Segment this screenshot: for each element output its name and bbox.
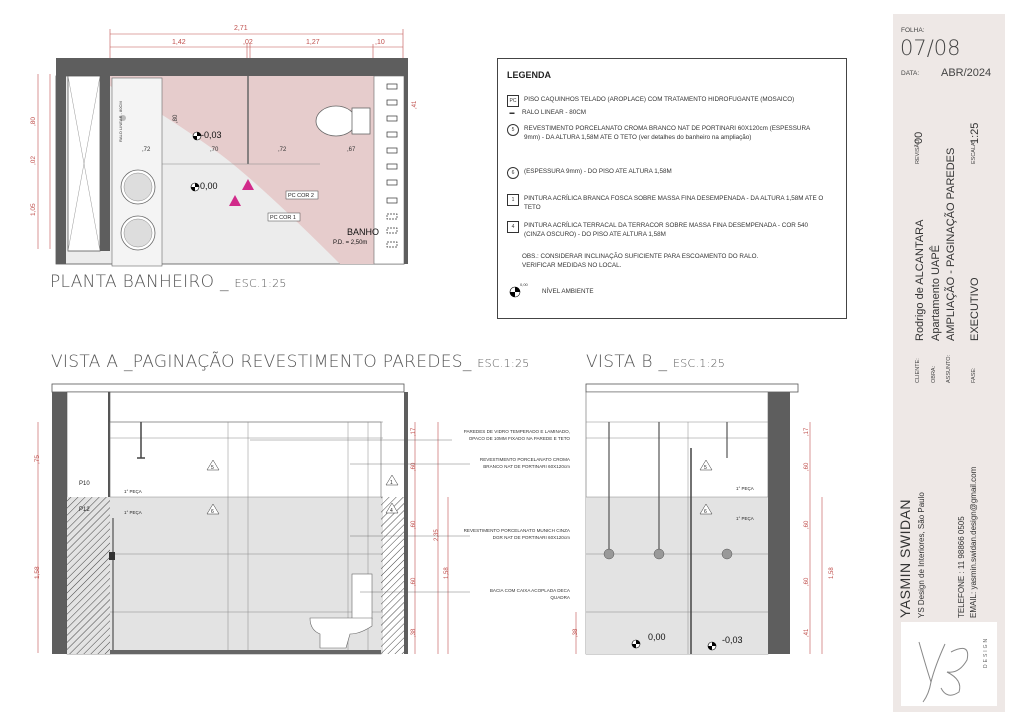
vista-a-dim-right-3: ,60 <box>411 520 417 529</box>
plan-dim-total: 2,71 <box>234 25 248 32</box>
legend-level-value: 0,00 <box>520 282 528 287</box>
plan-inner-dim-5: ,80 <box>173 114 179 123</box>
vista-a-note-munich: REVESTIMENTO PORCELANATO MUNICH CINZA DGR NAT DE PORTINARI 60X120cm <box>463 528 570 540</box>
legend-text: (ESPESSURA 9mm) - DO PISO ATE ALTURA 1,58M <box>524 168 672 175</box>
level-marker-icon <box>632 640 640 648</box>
data-label: DATA: <box>901 70 920 77</box>
legend-title: LEGENDA <box>507 70 552 80</box>
assunto-value: AMPLIAÇÃO - PAGINAÇÃO PAREDES <box>945 147 957 341</box>
legend-symbol: 6 <box>507 167 519 179</box>
plan-pc-cor-1: PC COR 1 <box>270 215 296 221</box>
legend-obs: OBS.: CONSIDERAR INCLINAÇÃO SUFICIENTE PARA ESCOAMENTO DO RALO. VERIFICAR MEDIDAS NO LOCAL. <box>522 253 759 269</box>
vista-a-title <box>51 352 530 372</box>
vista-a-dim-left-1: ,75 <box>34 454 41 464</box>
legend-symbol: ▬ <box>509 110 515 116</box>
plan-dim-4: ,10 <box>375 39 385 46</box>
legend-text: REVESTIMENTO PORCELANATO CROMA BRANCO NAT DE PORTINARI 60X120cm (ESPESSURA 9mm) - DA ALTURA 1,58M ATE O TETO (ver detalhes do banheiro na ampliação) <box>524 125 810 141</box>
escala-value: 1:25 <box>969 122 981 144</box>
vista-b-level-2: -0,03 <box>722 635 743 645</box>
revisao-label: REVISÃO: <box>915 138 921 164</box>
plan-room-name: BANHO <box>347 227 380 237</box>
plan-inner-dim-2: ,70 <box>210 147 219 153</box>
vista-a-scale: ESC.1:25 <box>477 357 530 370</box>
plan-title-text: PLANTA BANHEIRO _ <box>50 272 229 292</box>
obra-value: Apartamento UAPÊ <box>930 245 942 341</box>
plan-room-pd: P.D. = 2,50m <box>333 240 368 246</box>
plan-title <box>50 272 287 292</box>
escala-label: ESCALA: <box>971 140 977 164</box>
logo <box>901 622 997 706</box>
vista-a-dim-right-2: ,60 <box>411 462 417 471</box>
vista-b-dim-right-2: ,60 <box>804 462 810 471</box>
plan-scale: ESC.1:25 <box>234 277 287 290</box>
vista-a-dim-right-4: ,60 <box>411 577 417 586</box>
vista-a-dim-right-1: ,17 <box>411 427 417 436</box>
level-marker-icon <box>191 183 199 191</box>
plan-pc-cor-2: PC COR 2 <box>288 193 314 199</box>
legend-item <box>507 167 838 179</box>
legend-symbol: 1 <box>507 194 519 206</box>
plan-dim-1: 1,42 <box>172 39 186 46</box>
vista-a-tag-p12: P12 <box>79 507 90 513</box>
fase-value: EXECUTIVO <box>969 277 981 341</box>
title-block <box>893 14 1005 712</box>
level-marker-icon <box>708 642 716 650</box>
vista-b-elevation <box>560 378 860 678</box>
bathroom-plan-drawing <box>20 14 430 274</box>
vista-a-note-glass: PAREDES DE VIDRO TEMPERADO E LAMINADO, OPACO DE 10MM FIXADO NA PAREDE E TETO <box>463 429 570 441</box>
level-marker-icon <box>193 132 201 140</box>
legend-symbol: PC <box>507 95 519 107</box>
vista-b-tag-6: 6 <box>704 509 707 515</box>
vista-b-dim-right-4: ,60 <box>804 577 810 586</box>
cliente-label: CLIENTE: <box>915 358 921 383</box>
vista-a-tag-6: 6 <box>211 509 214 515</box>
assunto-label: ASSUNTO: <box>946 354 952 383</box>
vista-a-note-croma: REVESTIMENTO PORCELANATO CROMA BRANCO NAT DE PORTINARI 60X120cm <box>479 457 570 469</box>
legend-item <box>507 95 838 107</box>
legend-symbol: 4 <box>507 221 519 233</box>
email: EMAIL: yasmin.swidan.design@gmail.com <box>969 466 978 618</box>
legend-item <box>507 108 838 118</box>
legend-text: RALO LINEAR - 80CM <box>522 109 587 116</box>
plan-inner-dim-3: ,72 <box>278 147 287 153</box>
plan-dim-3: 1,27 <box>306 39 320 46</box>
vista-b-dim-right-6: 1,58 <box>829 567 835 579</box>
legend-box <box>497 58 847 319</box>
legend-level-label: NÍVEL AMBIENTE <box>542 288 594 295</box>
vista-a-dim-right-6: 2,35 <box>434 529 440 541</box>
plan-ralo-label: RALO LINEAR - 80CM <box>118 101 123 142</box>
plan-inner-dim-1: ,72 <box>142 147 151 153</box>
legend-text: PINTURA ACRÍLICA BRANCA FOSCA SOBRE MASSA FINA DESEMPENADA - DA ALTURA 1,58M ATE O TETO <box>524 195 824 211</box>
plan-dim-left-3: 1,05 <box>30 203 37 216</box>
legend-item <box>507 124 838 142</box>
logo-word: DESIGN <box>983 636 989 668</box>
vista-a-first-piece-1: 1° PEÇA <box>124 489 142 494</box>
data-value: ABR/2024 <box>941 67 992 79</box>
vista-b-scale: ESC.1:25 <box>673 357 726 370</box>
vista-b-dim-right-1: ,17 <box>804 427 810 436</box>
vista-a-tag-1: 1 <box>390 480 393 486</box>
designer-name: YASMIN SWIDAN <box>897 498 913 618</box>
vista-a-tag-p10: P10 <box>79 481 90 487</box>
vista-a-first-piece-2: 1° PEÇA <box>124 510 142 515</box>
vista-b-title-text: VISTA B _ <box>586 352 668 372</box>
legend-item <box>507 194 838 212</box>
vista-a-dim-right-7: 1,58 <box>444 567 450 579</box>
plan-dim-left-2: ,02 <box>30 155 37 165</box>
vista-b-dim-right-5: ,41 <box>804 628 810 637</box>
vista-a-tag-4: 4 <box>390 508 393 514</box>
vista-b-first-piece-2: 1° PEÇA <box>736 516 754 521</box>
vista-a-tag-5: 5 <box>211 465 214 471</box>
plan-inner-dim-4: ,67 <box>347 147 356 153</box>
vista-a-dim-right-5: ,38 <box>411 628 417 637</box>
obra-label: OBRA: <box>931 365 937 383</box>
legend-symbol: 5 <box>507 124 519 136</box>
telefone: TELEFONE : 11 98866 0505 <box>957 516 966 618</box>
cliente-value: Rodrigo de ALCANTARA <box>914 219 926 341</box>
vista-a-dim-left-2: 1,58 <box>34 566 41 579</box>
revisao-value: 00 <box>913 131 925 144</box>
legend-text: PINTURA ACRÍLICA TERRACAL DA TERRACOR SOBRE MASSA FINA DESEMPENADA - COR 540 (CINZA OSCURO) - DO PISO ATE ALTURA 1,58M <box>524 222 809 238</box>
plan-dim-2: ,02 <box>243 39 253 46</box>
vista-b-tag-5: 5 <box>704 465 707 471</box>
vista-b-level-1: 0,00 <box>648 632 666 642</box>
folha-value: 07/08 <box>900 36 961 60</box>
vista-b-first-piece-1: 1° PEÇA <box>736 486 754 491</box>
plan-level-1: -0,03 <box>201 130 222 140</box>
vista-b-dim-right-3: ,60 <box>804 520 810 529</box>
fase-label: FASE: <box>971 367 977 383</box>
folha-label: FOLHA: <box>901 27 925 34</box>
legend-item <box>507 221 838 239</box>
plan-dim-right: ,41 <box>412 100 418 109</box>
vista-a-note-toilet: BACIA COM CAIXA ACOPLADA DECA QUADRA <box>489 588 570 600</box>
plan-level-2: 0,00 <box>200 181 218 191</box>
vista-a-title-text: VISTA A _PAGINAÇÃO REVESTIMENTO PAREDES_ <box>51 352 472 372</box>
legend-text: PISO CAQUINHOS TELADO (AROPLACE) COM TRATAMENTO HIDROFUGANTE (MOSAICO) <box>524 96 795 103</box>
vista-b-dim-left: ,38 <box>573 628 579 637</box>
plan-dim-left-1: ,80 <box>30 116 37 126</box>
studio-name: YS Design de Interiores, São Paulo <box>917 492 926 618</box>
vista-b-title <box>586 352 725 372</box>
